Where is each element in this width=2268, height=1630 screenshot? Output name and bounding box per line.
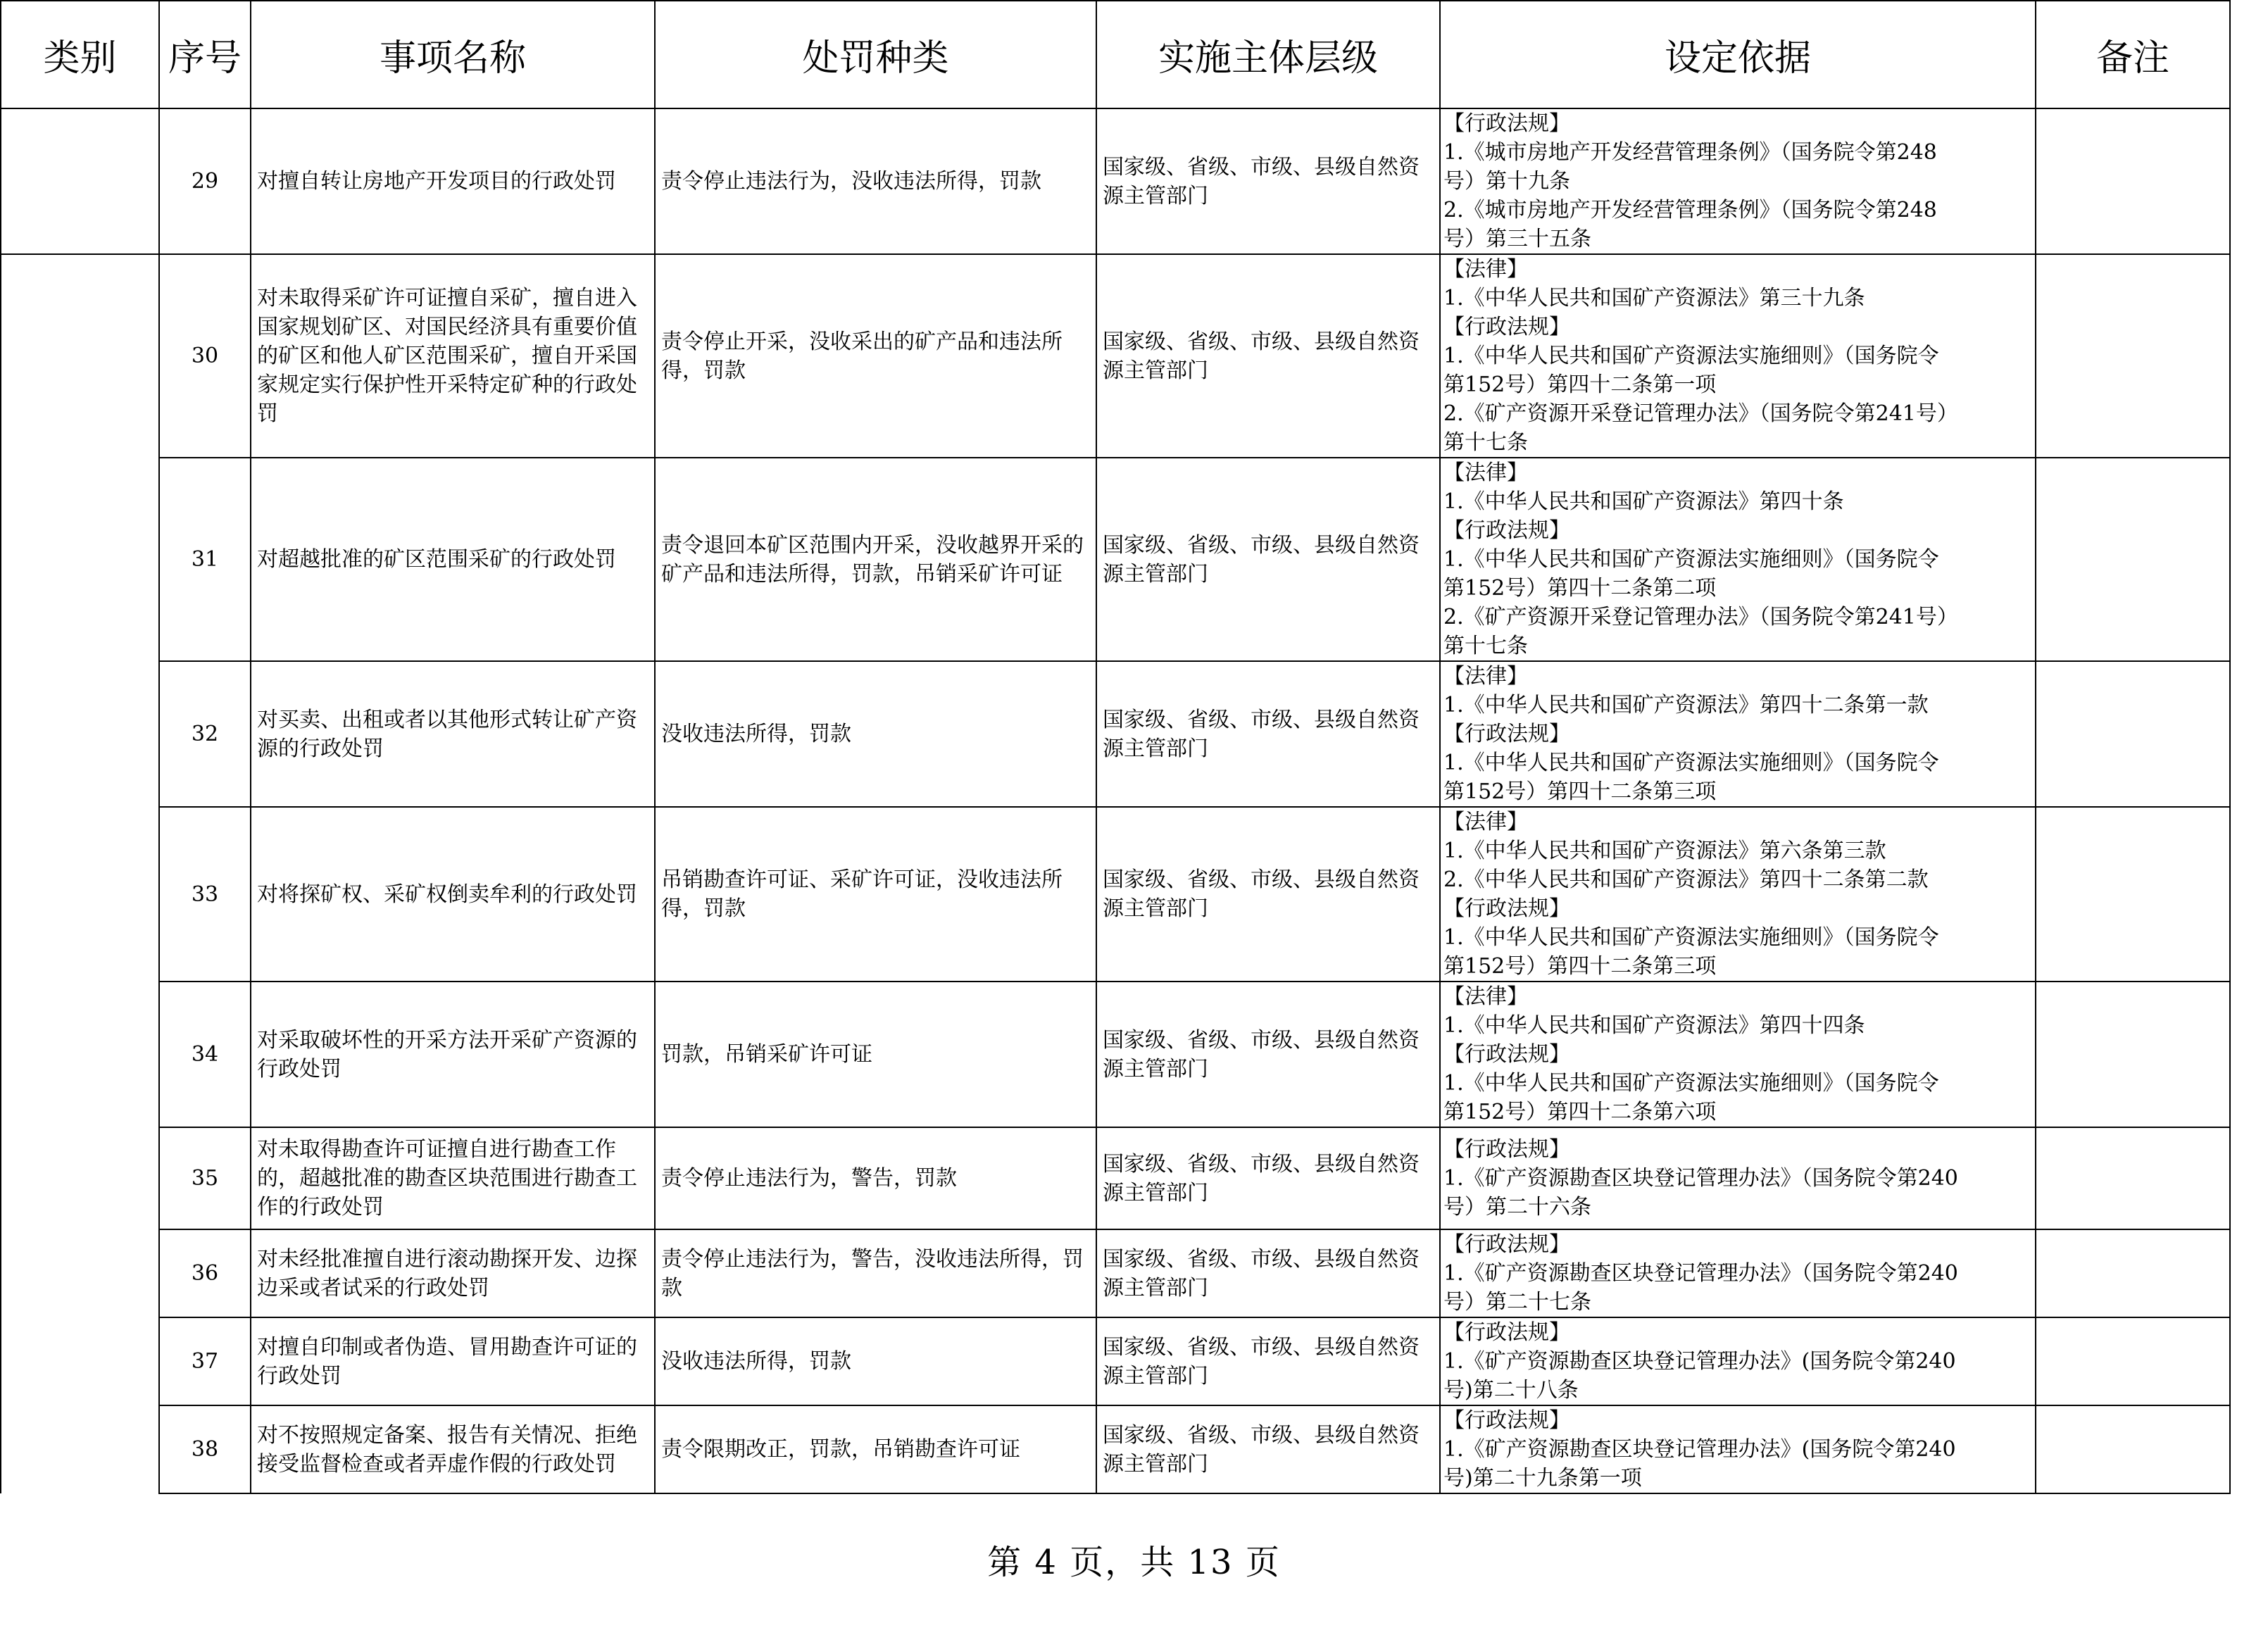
remarks (2036, 1229, 2230, 1317)
legal-basis-line: 号)第二十八条 (1443, 1378, 1579, 1403)
legal-basis (1440, 1405, 2036, 1493)
legal-basis (1440, 458, 2036, 661)
legal-basis-line: 1.《矿产资源勘查区块登记管理办法》（国务院令第240 (1443, 1166, 1958, 1191)
row-number: 36 (159, 1229, 251, 1317)
legal-basis (1440, 254, 2036, 458)
legal-basis-line: 1.《中华人民共和国矿产资源法实施细则》（国务院令 (1443, 925, 1939, 950)
legal-basis-line: 第152号）第四十二条第一项 (1443, 372, 1717, 397)
header-authority-level: 实施主体层级 (1096, 1, 1440, 108)
item-name: 对未经批准擅自进行滚动勘探开发、边探边采或者试采的行政处罚 (251, 1229, 655, 1317)
table-row (1, 458, 2230, 661)
table-row (1, 1317, 2230, 1405)
legal-basis-line: 号）第二十七条 (1443, 1290, 1591, 1315)
legal-basis-line: 1.《中华人民共和国矿产资源法实施细则》（国务院令 (1443, 344, 1939, 368)
authority-level: 国家级、省级、市级、县级自然资源主管部门 (1096, 1127, 1440, 1229)
legal-basis-line: 【行政法规】 (1443, 315, 1570, 339)
authority-level: 国家级、省级、市级、县级自然资源主管部门 (1096, 982, 1440, 1127)
legal-basis-line: 【行政法规】 (1443, 1320, 1570, 1345)
legal-basis-line: 1.《中华人民共和国矿产资源法》第四十条 (1443, 489, 1844, 514)
row-number: 38 (159, 1405, 251, 1493)
remarks (2036, 807, 2230, 982)
legal-basis-line: 1.《中华人民共和国矿产资源法》第四十二条第一款 (1443, 693, 1929, 717)
penalty-type: 没收违法所得，罚款 (655, 1317, 1096, 1405)
legal-basis-line: 号）第三十五条 (1443, 227, 1591, 251)
header-number: 序号 (159, 1, 251, 108)
remarks (2036, 254, 2230, 458)
category-cell (1, 807, 159, 982)
table-body (1, 108, 2230, 1493)
authority-level: 国家级、省级、市级、县级自然资源主管部门 (1096, 1317, 1440, 1405)
row-number: 37 (159, 1317, 251, 1405)
authority-level: 国家级、省级、市级、县级自然资源主管部门 (1096, 807, 1440, 982)
legal-basis-line: 第152号）第四十二条第六项 (1443, 1100, 1717, 1124)
row-number: 31 (159, 458, 251, 661)
remarks (2036, 661, 2230, 807)
penalty-type: 责令停止违法行为，没收违法所得，罚款 (655, 108, 1096, 254)
legal-basis-line: 第152号）第四十二条第三项 (1443, 954, 1717, 979)
legal-basis (1440, 661, 2036, 807)
category-cell (1, 1229, 159, 1317)
row-number: 32 (159, 661, 251, 807)
legal-basis-line: 2.《矿产资源开采登记管理办法》（国务院令第241号） (1443, 401, 1958, 426)
legal-basis-line: 2.《矿产资源开采登记管理办法》（国务院令第241号） (1443, 605, 1958, 629)
legal-basis-line: 【行政法规】 (1443, 1137, 1570, 1162)
category-cell (1, 1127, 159, 1229)
remarks (2036, 1405, 2230, 1493)
legal-basis-line: 号)第二十九条第一项 (1443, 1466, 1642, 1491)
category-cell (1, 661, 159, 807)
legal-basis-line: 第十七条 (1443, 430, 1528, 455)
legal-basis-line: 2.《城市房地产开发经营管理条例》（国务院令第248 (1443, 198, 1937, 222)
item-name: 对买卖、出租或者以其他形式转让矿产资源的行政处罚 (251, 661, 655, 807)
item-name: 对未取得勘查许可证擅自进行勘查工作的，超越批准的勘查区块范围进行勘查工作的行政处罚 (251, 1127, 655, 1229)
legal-basis (1440, 1229, 2036, 1317)
header-item-name: 事项名称 (251, 1, 655, 108)
legal-basis-line: 【行政法规】 (1443, 896, 1570, 921)
legal-basis-line: 【行政法规】 (1443, 518, 1570, 543)
legal-basis (1440, 1127, 2036, 1229)
page-footer: 第 4 页，共 13 页 (987, 1543, 1281, 1582)
legal-basis-line: 【行政法规】 (1443, 722, 1570, 746)
legal-basis-line: 号）第二十六条 (1443, 1195, 1591, 1220)
penalty-type: 吊销勘查许可证、采矿许可证，没收违法所得，罚款 (655, 807, 1096, 982)
legal-basis (1440, 108, 2036, 254)
row-number: 29 (159, 108, 251, 254)
legal-basis (1440, 982, 2036, 1127)
authority-level: 国家级、省级、市级、县级自然资源主管部门 (1096, 254, 1440, 458)
category-cell (1, 108, 159, 254)
legal-basis-line: 1.《城市房地产开发经营管理条例》（国务院令第248 (1443, 140, 1937, 165)
table-row (1, 982, 2230, 1127)
legal-basis-line: 【法律】 (1443, 810, 1528, 834)
item-name: 对超越批准的矿区范围采矿的行政处罚 (251, 458, 655, 661)
legal-basis-line: 2.《中华人民共和国矿产资源法》第四十二条第二款 (1443, 867, 1929, 892)
legal-basis-line: 【行政法规】 (1443, 111, 1570, 136)
penalty-type: 责令停止开采，没收采出的矿产品和违法所得，罚款 (655, 254, 1096, 458)
header-category: 类别 (1, 1, 159, 108)
header-legal-basis: 设定依据 (1440, 1, 2036, 108)
table-row (1, 254, 2230, 458)
penalty-type: 罚款，吊销采矿许可证 (655, 982, 1096, 1127)
legal-basis-line: 1.《中华人民共和国矿产资源法》第六条第三款 (1443, 839, 1886, 863)
legal-basis (1440, 807, 2036, 982)
category-cell (1, 458, 159, 661)
item-name: 对不按照规定备案、报告有关情况、拒绝接受监督检查或者弄虚作假的行政处罚 (251, 1405, 655, 1493)
category-cell (1, 982, 159, 1127)
legal-basis-line: 1.《中华人民共和国矿产资源法实施细则》（国务院令 (1443, 751, 1939, 775)
legal-basis-line: 1.《中华人民共和国矿产资源法》第四十四条 (1443, 1013, 1865, 1038)
item-name: 对采取破坏性的开采方法开采矿产资源的行政处罚 (251, 982, 655, 1127)
penalty-type: 责令停止违法行为，警告，没收违法所得，罚款 (655, 1229, 1096, 1317)
legal-basis-line: 【法律】 (1443, 257, 1528, 282)
category-cell (1, 1317, 159, 1405)
legal-basis-line: 1.《中华人民共和国矿产资源法实施细则》（国务院令 (1443, 1071, 1939, 1096)
table-row (1, 1127, 2230, 1229)
row-number: 35 (159, 1127, 251, 1229)
item-name: 对擅自转让房地产开发项目的行政处罚 (251, 108, 655, 254)
header-remarks: 备注 (2036, 1, 2230, 108)
item-name: 对擅自印制或者伪造、冒用勘查许可证的行政处罚 (251, 1317, 655, 1405)
penalty-type: 责令退回本矿区范围内开采，没收越界开采的矿产品和违法所得，罚款，吊销采矿许可证 (655, 458, 1096, 661)
authority-level: 国家级、省级、市级、县级自然资源主管部门 (1096, 458, 1440, 661)
row-number: 34 (159, 982, 251, 1127)
authority-level: 国家级、省级、市级、县级自然资源主管部门 (1096, 1405, 1440, 1493)
legal-basis (1440, 1317, 2036, 1405)
legal-basis-line: 【法律】 (1443, 460, 1528, 485)
remarks (2036, 108, 2230, 254)
authority-level: 国家级、省级、市级、县级自然资源主管部门 (1096, 661, 1440, 807)
table-row (1, 108, 2230, 254)
legal-basis-line: 【法律】 (1443, 664, 1528, 689)
remarks (2036, 1317, 2230, 1405)
authority-level: 国家级、省级、市级、县级自然资源主管部门 (1096, 1229, 1440, 1317)
legal-basis-line: 第152号）第四十二条第二项 (1443, 576, 1717, 601)
penalty-type: 责令停止违法行为，警告，罚款 (655, 1127, 1096, 1229)
category-cell (1, 254, 159, 458)
authority-level: 国家级、省级、市级、县级自然资源主管部门 (1096, 108, 1440, 254)
table-row (1, 1229, 2230, 1317)
header-penalty-type: 处罚种类 (655, 1, 1096, 108)
remarks (2036, 1127, 2230, 1229)
item-name: 对未取得采矿许可证擅自采矿，擅自进入国家规划矿区、对国民经济具有重要价值的矿区和他人矿区范围采矿，擅自开采国家规定实行保护性开采特定矿种的行政处罚 (251, 254, 655, 458)
legal-basis-line: 【行政法规】 (1443, 1408, 1570, 1433)
row-number: 33 (159, 807, 251, 982)
item-name: 对将探矿权、采矿权倒卖牟利的行政处罚 (251, 807, 655, 982)
remarks (2036, 982, 2230, 1127)
legal-basis-line: 1.《矿产资源勘查区块登记管理办法》（国务院令第240 (1443, 1261, 1958, 1286)
penalty-type: 责令限期改正，罚款，吊销勘查许可证 (655, 1405, 1096, 1493)
remarks (2036, 458, 2230, 661)
table-row (1, 661, 2230, 807)
legal-basis-line: 【行政法规】 (1443, 1042, 1570, 1067)
legal-basis-line: 1.《矿产资源勘查区块登记管理办法》(国务院令第240 (1443, 1437, 1956, 1462)
legal-basis-line: 号）第十九条 (1443, 169, 1570, 194)
legal-basis-line: 1.《中华人民共和国矿产资源法》第三十九条 (1443, 286, 1865, 311)
legal-basis-line: 第十七条 (1443, 634, 1528, 658)
category-cell (1, 1405, 159, 1493)
penalty-type: 没收违法所得，罚款 (655, 661, 1096, 807)
legal-basis-line: 【法律】 (1443, 984, 1528, 1009)
legal-basis-line: 1.《中华人民共和国矿产资源法实施细则》（国务院令 (1443, 547, 1939, 572)
legal-basis-line: 【行政法规】 (1443, 1232, 1570, 1257)
legal-basis-line: 1.《矿产资源勘查区块登记管理办法》(国务院令第240 (1443, 1349, 1956, 1374)
row-number: 30 (159, 254, 251, 458)
table-row (1, 807, 2230, 982)
legal-basis-line: 第152号）第四十二条第三项 (1443, 779, 1717, 804)
header-row (1, 1, 2230, 108)
table-row (1, 1405, 2230, 1493)
